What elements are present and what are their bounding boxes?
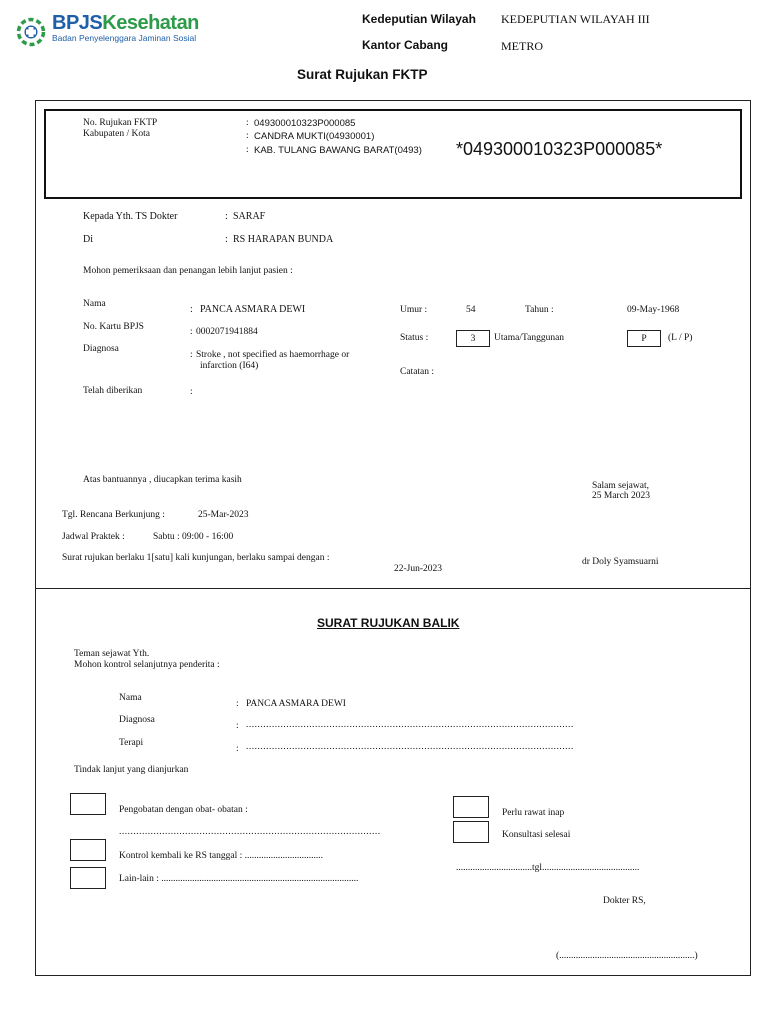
nama-value: PANCA ASMARA DEWI bbox=[200, 304, 306, 315]
jadwal-value: Sabtu : 09:00 - 16:00 bbox=[153, 532, 234, 542]
signing-date: 25 March 2023 bbox=[592, 491, 651, 501]
obat-dotted-line[interactable]: ........................................................................................... bbox=[119, 827, 381, 837]
bpjs-logo-icon bbox=[16, 17, 46, 47]
diagnosa-value-line2: infarction (I64) bbox=[200, 361, 259, 371]
nama-label: Nama bbox=[83, 299, 106, 309]
rawat-inap-label: Perlu rawat inap bbox=[502, 808, 565, 818]
colon: : bbox=[190, 387, 193, 397]
tindak-text: Tindak lanjut yang dianjurkan bbox=[74, 765, 189, 775]
logo-subtitle: Badan Penyelenggara Jaminan Sosial bbox=[52, 33, 197, 43]
status-label: Status : bbox=[400, 333, 429, 343]
deputi-value: KEDEPUTIAN WILAYAH III bbox=[501, 12, 650, 26]
balik-title: SURAT RUJUKAN BALIK bbox=[317, 616, 460, 630]
berlaku-date: 22-Jun-2023 bbox=[394, 564, 443, 574]
terapi-label: Terapi bbox=[119, 738, 144, 748]
form-frame bbox=[35, 100, 751, 976]
rencana-value: 25-Mar-2023 bbox=[198, 510, 249, 520]
request-text: Mohon pemeriksaan dan penangan lebih lanjut pasien : bbox=[83, 266, 293, 276]
deputi-label: Kedeputian Wilayah bbox=[362, 12, 476, 26]
umur-value: 54 bbox=[466, 305, 476, 315]
balik-diagnosa-label: Diagnosa bbox=[119, 715, 155, 725]
logo-brand-bpjs: BPJS bbox=[52, 12, 103, 34]
colon: : bbox=[246, 145, 249, 155]
kartu-label: No. Kartu BPJS bbox=[83, 322, 144, 332]
no-rujukan-label: No. Rujukan FKTP bbox=[83, 118, 158, 128]
colon: : bbox=[236, 721, 239, 731]
kepada-value: SARAF bbox=[233, 211, 266, 222]
utama-label: Utama/Tanggunan bbox=[494, 333, 565, 343]
kartu-value: 0002071941884 bbox=[196, 327, 258, 337]
konsultasi-label: Konsultasi selesai bbox=[502, 830, 571, 840]
colon: : bbox=[236, 744, 239, 754]
kabupaten-value: KAB. TULANG BAWANG BARAT(0493) bbox=[254, 145, 422, 156]
section-divider bbox=[35, 588, 751, 589]
diagnosa-value-line1: Stroke , not specified as haemorrhage or bbox=[196, 350, 350, 360]
colon: : bbox=[246, 131, 249, 141]
di-value: RS HARAPAN BUNDA bbox=[233, 234, 334, 245]
lain-label: Lain-lain : ................................................................................... bbox=[119, 874, 359, 884]
kepada-label: Kepada Yth. TS Dokter bbox=[83, 211, 178, 222]
logo-brand-kesehatan: Kesehatan bbox=[102, 12, 199, 34]
rawat-inap-checkbox[interactable] bbox=[453, 796, 489, 818]
kontrol-label: Kontrol kembali ke RS tanggal : ................................. bbox=[119, 851, 323, 861]
gender-value-box: P bbox=[627, 330, 661, 347]
cabang-label: Kantor Cabang bbox=[362, 38, 449, 52]
colon: : bbox=[236, 699, 239, 709]
colon: : bbox=[190, 350, 193, 360]
status-value-box: 3 bbox=[456, 330, 490, 347]
kabupaten-label: Kabupaten / Kota bbox=[83, 129, 151, 139]
tgl-line[interactable]: ................................tgl......................................... bbox=[456, 863, 640, 873]
di-label: Di bbox=[83, 234, 93, 245]
colon: : bbox=[190, 327, 193, 337]
colon: : bbox=[225, 234, 228, 245]
colon: : bbox=[225, 211, 228, 222]
tahun-value: 09-May-1968 bbox=[627, 305, 680, 315]
dokter-rs-label: Dokter RS, bbox=[603, 896, 646, 906]
puskesmas-value: CANDRA MUKTI(04930001) bbox=[254, 131, 375, 142]
catatan-label: Catatan : bbox=[400, 367, 435, 377]
balik-nama-label: Nama bbox=[119, 693, 142, 703]
thanks-text: Atas bantuannya , diucapkan terima kasih bbox=[83, 475, 242, 485]
terapi-dotted-line[interactable]: .................................................................................................................. bbox=[246, 742, 574, 752]
jadwal-label: Jadwal Praktek : bbox=[62, 532, 125, 542]
document-title: Surat Rujukan FKTP bbox=[297, 67, 428, 82]
teman-text: Teman sejawat Yth. bbox=[74, 649, 150, 659]
tahun-label: Tahun : bbox=[525, 305, 554, 315]
kontrol-checkbox[interactable] bbox=[70, 839, 106, 861]
colon: : bbox=[190, 304, 193, 315]
berlaku-text: Surat rujukan berlaku 1[satu] kali kunjungan, berlaku sampai dengan : bbox=[62, 553, 330, 563]
konsultasi-checkbox[interactable] bbox=[453, 821, 489, 843]
mohon-text: Mohon kontrol selanjutnya penderita : bbox=[74, 660, 220, 670]
signature-line[interactable]: (.........................................................) bbox=[556, 951, 698, 961]
diagnosa-label: Diagnosa bbox=[83, 344, 119, 354]
cabang-value: METRO bbox=[501, 39, 543, 53]
lain-checkbox[interactable] bbox=[70, 867, 106, 889]
rencana-label: Tgl. Rencana Berkunjung : bbox=[62, 510, 165, 520]
diagnosa-dotted-line[interactable]: .................................................................................................................. bbox=[246, 720, 574, 730]
no-rujukan-value: 049300010323P000085 bbox=[254, 118, 356, 129]
salam-text: Salam sejawat, bbox=[592, 481, 649, 491]
obat-checkbox[interactable] bbox=[70, 793, 106, 815]
logo-wordmark bbox=[52, 12, 199, 43]
colon: : bbox=[246, 118, 249, 128]
balik-nama-value: PANCA ASMARA DEWI bbox=[246, 699, 346, 709]
barcode-text: *049300010323P000085* bbox=[456, 139, 663, 159]
umur-label: Umur : bbox=[400, 305, 428, 315]
obat-label: Pengobatan dengan obat- obatan : bbox=[119, 805, 248, 815]
telah-label: Telah diberikan bbox=[83, 386, 143, 396]
doctor-name: dr Doly Syamsuarni bbox=[582, 557, 659, 567]
gender-label: (L / P) bbox=[668, 333, 693, 343]
